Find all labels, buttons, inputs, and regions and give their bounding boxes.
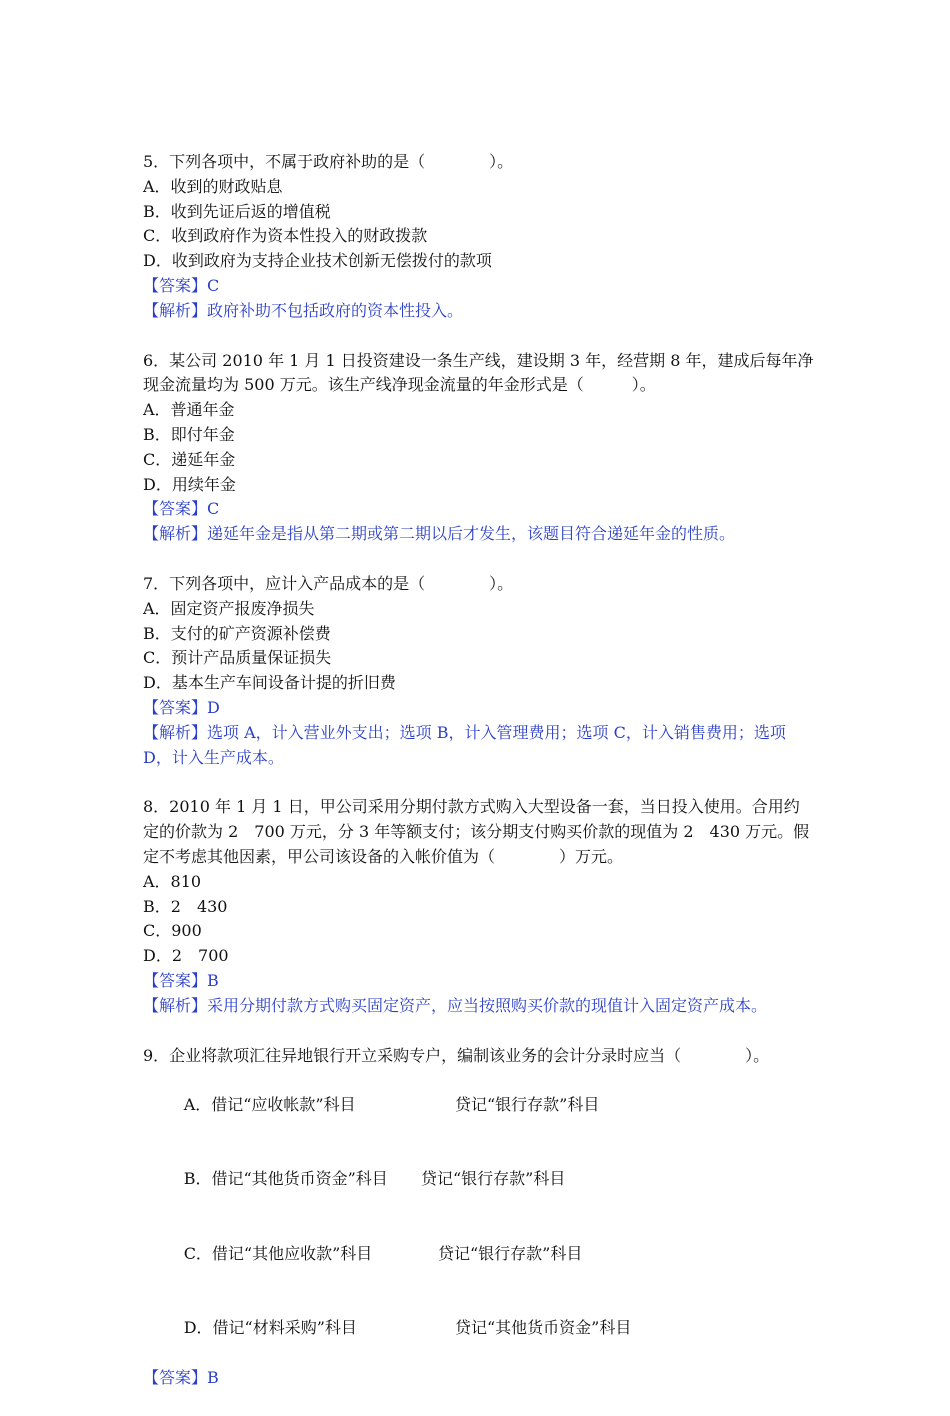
question-stem: 9．企业将款项汇往异地银行开立采购专户，编制该业务的会计分录时应当（ ）。 [143,1045,770,1065]
option-a: A．收到的财政贴息 [143,176,283,196]
option-a: A．固定资产报废净损失 [143,598,315,618]
option-a: A．普通年金 [143,400,235,420]
option-d-credit: 贷记“其他货币资金”科目 [455,1318,632,1338]
question-stem: 5．下列各项中，不属于政府补助的是（ ）。 [143,152,514,171]
option-b: B．收到先证后返的增值税 [143,201,331,221]
question-list [143,150,813,1416]
answer: 【答案】D [143,697,220,717]
analysis-line-2: D，计入生产成本。 [143,747,284,767]
option-b-debit: B．借记“其他货币资金”科目 [183,1169,388,1189]
analysis-line-1: 【解析】选项 A，计入营业外支出；选项 B，计入管理费用；选项 C，计入销售费用；选项 [143,722,786,742]
option-b: B．即付年金 [143,424,235,444]
option-c: C．900 [143,921,202,941]
analysis: 【解析】递延年金是指从第二期或第二期以后才发生，该题目符合递延年金的性质。 [143,524,736,544]
question-5 [143,150,813,324]
question-stem-line-3: 定不考虑其他因素，甲公司该设备的入帐价值为（ ）万元。 [143,846,624,866]
option-d: D．基本生产车间设备计提的折旧费 [143,673,396,693]
option-c-credit: 贷记“银行存款”科目 [438,1243,583,1263]
option-d: D．2 700 [143,946,229,966]
option-b: B．支付的矿产资源补偿费 [143,623,331,643]
question-stem-line-1: 6．某公司 2010 年 1 月 1 日投资建设一条生产线，建设期 3 年，经营期 8 年，建成后每年净 [143,350,814,370]
option-d [143,1291,813,1365]
question-stem-line-1: 8．2010 年 1 月 1 日，甲公司采用分期付款方式购入大型设备一套，当日投入使用。合用约 [143,797,800,817]
question-8 [143,795,813,1018]
option-b-credit: 贷记“银行存款”科目 [421,1169,566,1189]
option-d: D．收到政府为支持企业技术创新无偿拨付的款项 [143,251,492,271]
option-d: D．用续年金 [143,474,236,494]
option-b: B．2 430 [143,896,228,916]
question-6 [143,349,813,547]
option-a-debit: A．借记“应收帐款”科目 [183,1095,356,1115]
question-stem-line-2: 定的价款为 2 700 万元，分 3 年等额支付；该分期支付购买价款的现值为 2 430 万元。假 [143,822,810,842]
question-9 [143,1044,813,1391]
question-7 [143,572,813,770]
option-c-debit: C．借记“其他应收款”科目 [183,1243,373,1263]
answer: 【答案】B [143,970,219,990]
option-c: C．递延年金 [143,449,236,469]
answer: 【答案】C [143,499,220,519]
answer: 【答案】C [143,275,220,295]
answer: 【答案】B [143,1367,219,1387]
option-a-credit: 贷记“银行存款”科目 [455,1095,600,1115]
option-b [143,1143,813,1217]
question-stem-line-2: 现金流量均为 500 万元。该生产线净现金流量的年金形式是（ ）。 [143,375,656,395]
option-c [143,1217,813,1291]
option-c: C．预计产品质量保证损失 [143,648,332,668]
analysis: 【解析】政府补助不包括政府的资本性投入。 [143,300,464,320]
option-d-debit: D．借记“材料采购”科目 [183,1318,357,1338]
analysis: 【解析】采用分期付款方式购买固定资产，应当按照购买价款的现值计入固定资产成本。 [143,995,768,1015]
option-c: C．收到政府作为资本性投入的财政拨款 [143,226,428,246]
option-a [143,1068,813,1142]
question-stem: 7．下列各项中，应计入产品成本的是（ ）。 [143,573,514,593]
option-a: A．810 [143,871,202,891]
